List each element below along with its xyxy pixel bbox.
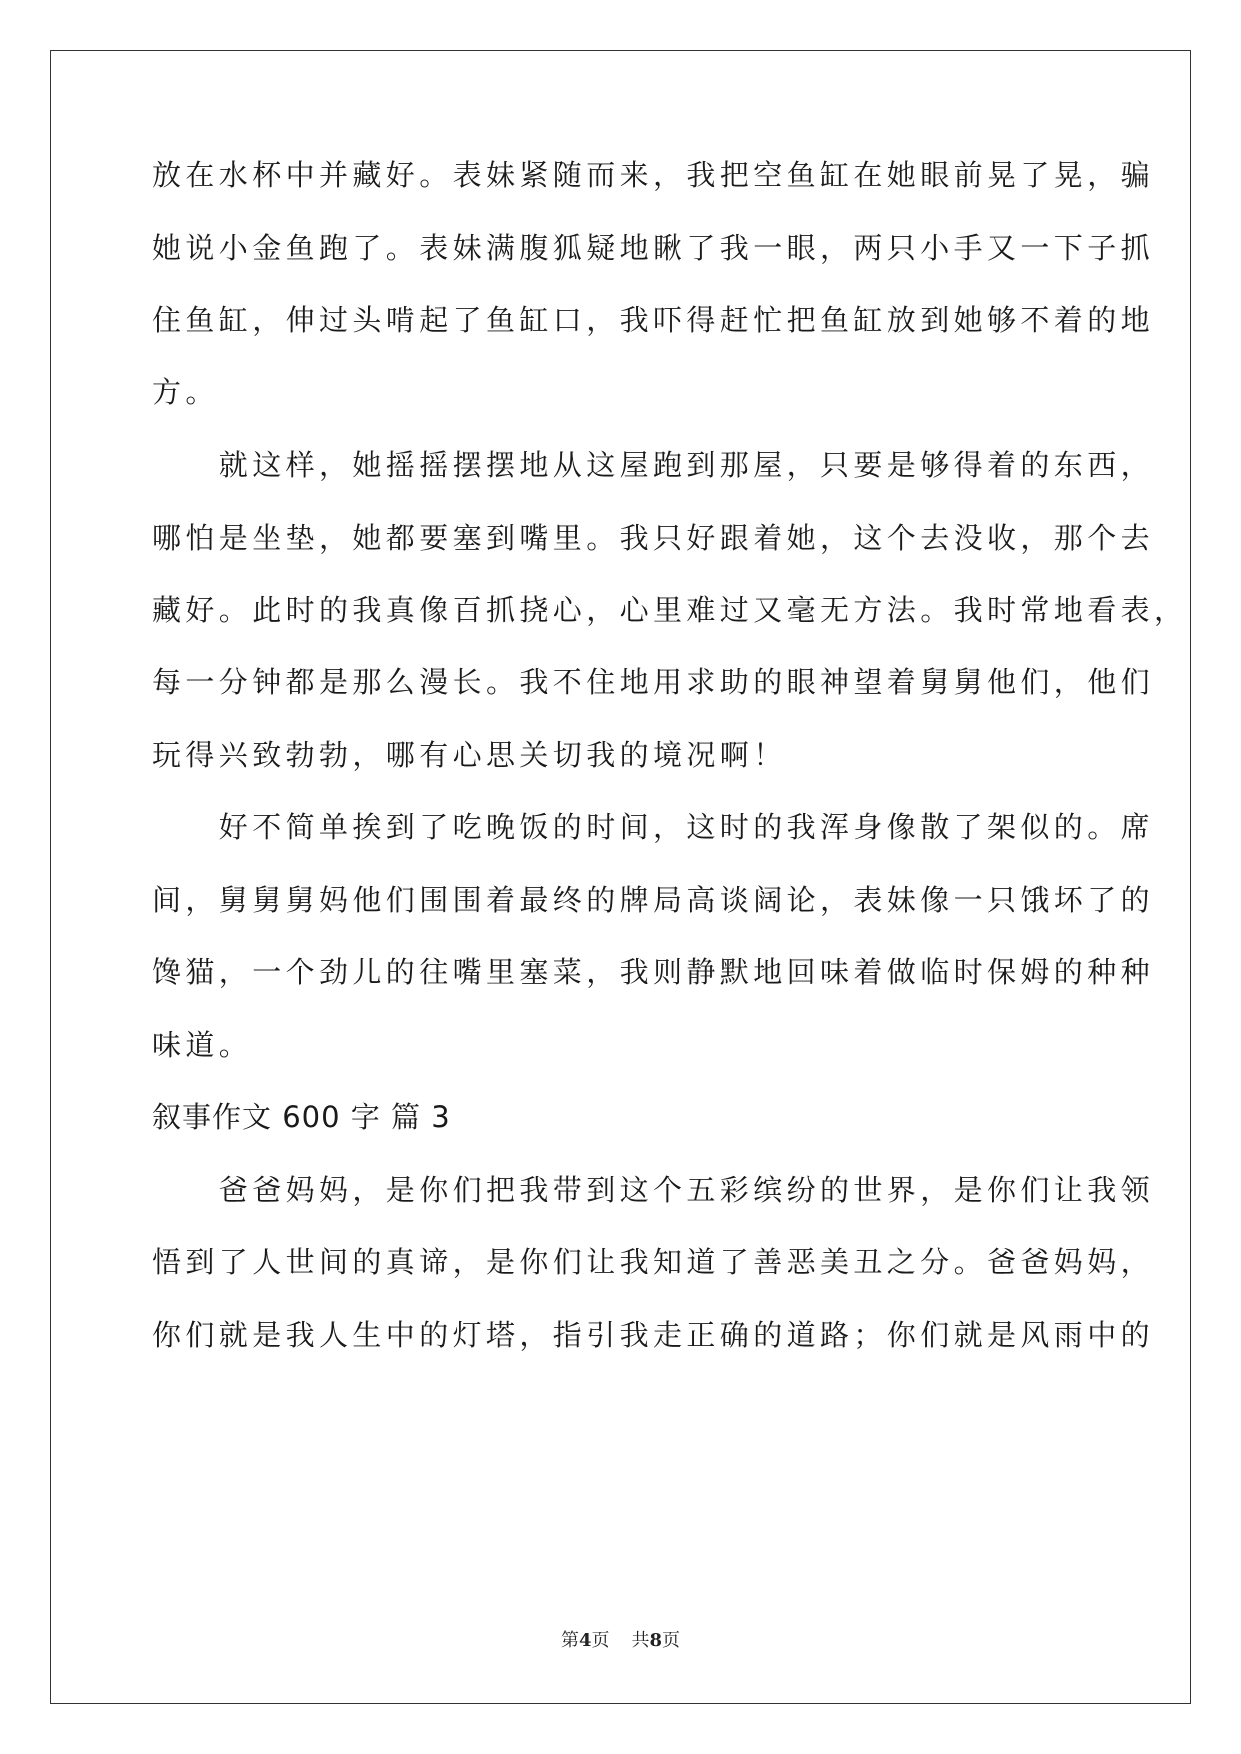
text-line-12: 馋猫，一个劲儿的往嘴里塞菜，我则静默地回味着做临时保姆的种种 [152, 955, 1155, 989]
text-line-11: 间，舅舅舅妈他们围围着最终的牌局高谈阔论，表妹像一只饿坏了的 [152, 883, 1155, 917]
footer-page-prefix: 第 [560, 1630, 579, 1651]
footer-page-suffix: 页 [591, 1630, 610, 1651]
text-line-2: 她说小金鱼跑了。表妹满腹狐疑地瞅了我一眼，两只小手又一下子抓 [152, 231, 1155, 265]
text-line-4: 方。 [152, 375, 219, 409]
paragraph-2-line-1: 就这样，她摇摇摆摆地从这屋跑到那屋，只要是够得着的东西， [152, 448, 1155, 482]
footer-page-total: 8 [649, 1630, 663, 1651]
footer-total-prefix: 共 [631, 1630, 650, 1651]
text-line-13: 味道。 [152, 1028, 253, 1062]
footer-total-suffix: 页 [662, 1630, 681, 1651]
text-line-3: 住鱼缸，伸过头啃起了鱼缸口，我吓得赶忙把鱼缸放到她够不着的地 [152, 303, 1155, 337]
text-line-8: 每一分钟都是那么漫长。我不住地用求助的眼神望着舅舅他们，他们 [152, 665, 1155, 699]
page-border [50, 50, 1191, 1704]
section-heading: 叙事作文 600 字 篇 3 [152, 1100, 451, 1134]
page-footer [0, 1629, 1241, 1653]
footer-page-number: 4 [578, 1630, 592, 1651]
text-line-16: 悟到了人世间的真谛，是你们让我知道了善恶美丑之分。爸爸妈妈， [152, 1245, 1155, 1279]
text-line-17: 你们就是我人生中的灯塔，指引我走正确的道路；你们就是风雨中的 [152, 1318, 1155, 1352]
text-line-9: 玩得兴致勃勃，哪有心思关切我的境况啊！ [152, 738, 787, 772]
text-line-6: 哪怕是坐垫，她都要塞到嘴里。我只好跟着她，这个去没收，那个去 [152, 521, 1155, 555]
paragraph-4-line-1: 爸爸妈妈，是你们把我带到这个五彩缤纷的世界，是你们让我领 [152, 1173, 1155, 1207]
text-line-1: 放在水杯中并藏好。表妹紧随而来，我把空鱼缸在她眼前晃了晃，骗 [152, 158, 1155, 192]
paragraph-3-line-1: 好不简单挨到了吃晚饭的时间，这时的我浑身像散了架似的。席 [152, 810, 1155, 844]
text-line-7: 藏好。此时的我真像百抓挠心，心里难过又毫无方法。我时常地看表， [152, 593, 1188, 627]
